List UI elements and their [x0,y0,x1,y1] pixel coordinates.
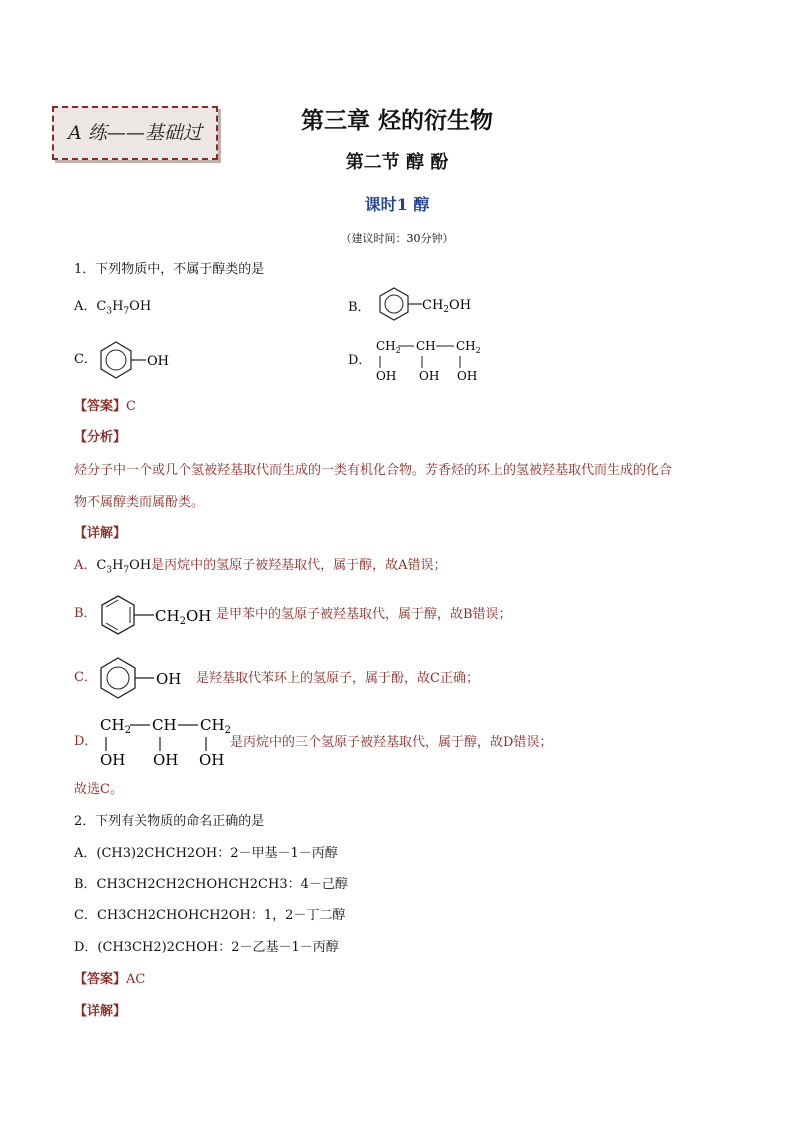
q1-detail-a-formula: $C_3H_7OH$ [96,558,152,576]
q1-stem: 1．下列物质中，不属于醇类的是 [74,262,265,277]
q1-detail-b-text: 是甲苯中的氢原子被羟基取代，属于醇，故B错误； [216,607,512,622]
time-hint: （建议时间：30分钟） [340,232,454,245]
q1-detail-a-label: A． [74,558,97,573]
q2-answer [74,970,145,990]
ch2oh-label: $CH_2OH$ [422,298,472,315]
svg-text:CH2: $CH_2$ [456,339,481,355]
q1-detail-c-text: 是羟基取代苯环上的氢原子，属于酚，故C正确； [196,671,479,686]
svg-text:CH2: $CH_2$ [376,339,401,355]
lesson-title: 课时1 醇 [364,195,430,214]
svg-text:OH: OH [153,751,179,769]
svg-text:OH: OH [376,369,397,383]
svg-text:CH: CH [416,339,436,353]
phenol-structure-large [94,656,204,700]
q1-answer-value: C [126,399,136,414]
section-tag: A 练——基础过 [52,106,218,160]
q1-conclusion: 故选C。 [74,782,123,797]
q1-answer [74,397,136,417]
q1-analysis-label: 【分析】 [74,430,127,445]
q1-detail-a [74,556,447,581]
q1-option-d-label: D． [348,353,372,368]
q2-option-b: B．CH3CH2CH2CHOHCH2CH3：4－己醇 [74,877,348,892]
q1-option-c-label: C． [74,352,97,367]
q1-detail-d-label: D． [74,734,98,749]
q1-option-b-label: B． [348,300,371,315]
svg-text:OH: OH [100,751,126,769]
q1-detail-a-text: 是丙烷中的氢原子被羟基取代，属于醇，故A错误； [151,558,447,573]
q1-option-a-formula: $C_3H_7OH$ [96,299,152,317]
svg-text:OH: OH [156,670,182,688]
q1-analysis-line2: 物不属醇类而属酚类。 [74,495,205,510]
q2-answer-value: AC [126,972,146,987]
benzyl-alcohol-structure-large [94,594,224,636]
svg-text:CH2OH: $CH_2OH$ [155,607,212,627]
q2-option-c: C．CH3CH2CHOHCH2OH：1，2－丁二醇 [74,908,346,923]
q2-answer-label: 【答案】 [74,972,127,987]
q1-analysis-line1: 烃分子中一个或几个氢被羟基取代而生成的一类有机化合物。芳香烃的环上的氢被羟基取代而生成的化合 [74,463,673,478]
q1-detail-label: 【详解】 [74,526,127,541]
svg-text:CH2: $CH_2$ [100,716,131,736]
q2-option-d: D．(CH3CH2)2CHOH：2－乙基－1－丙醇 [74,940,339,955]
svg-text:CH2: $CH_2$ [200,716,231,736]
q2-option-a: A．(CH3)2CHCH2OH：2－甲基－1－丙醇 [74,846,338,861]
section-title: 第二节 醇 酚 [345,152,449,173]
q1-detail-b-label: B． [74,606,97,621]
glycerol-structure-large [98,713,234,769]
svg-text:OH: OH [199,751,225,769]
svg-text:CH: CH [152,716,177,734]
q1-detail-d-text: 是丙烷中的三个氢原子被羟基取代，属于醇，故D错误； [230,735,553,750]
svg-text:OH: OH [457,369,478,383]
q1-option-a-label: A． [74,299,97,314]
oh-label: OH [147,354,169,369]
q1-detail-c-label: C． [74,670,97,685]
q1-answer-label: 【答案】 [74,399,127,414]
svg-text:OH: OH [419,369,440,383]
glycerol-structure-small [374,336,494,384]
q2-detail-label: 【详解】 [74,1004,127,1019]
q2-stem: 2．下列有关物质的命名正确的是 [74,814,265,829]
chapter-title: 第三章 烃的衍生物 [300,107,493,134]
phenol-structure [94,340,184,380]
benzyl-alcohol-structure [372,286,482,322]
q1-option-a [74,297,151,322]
